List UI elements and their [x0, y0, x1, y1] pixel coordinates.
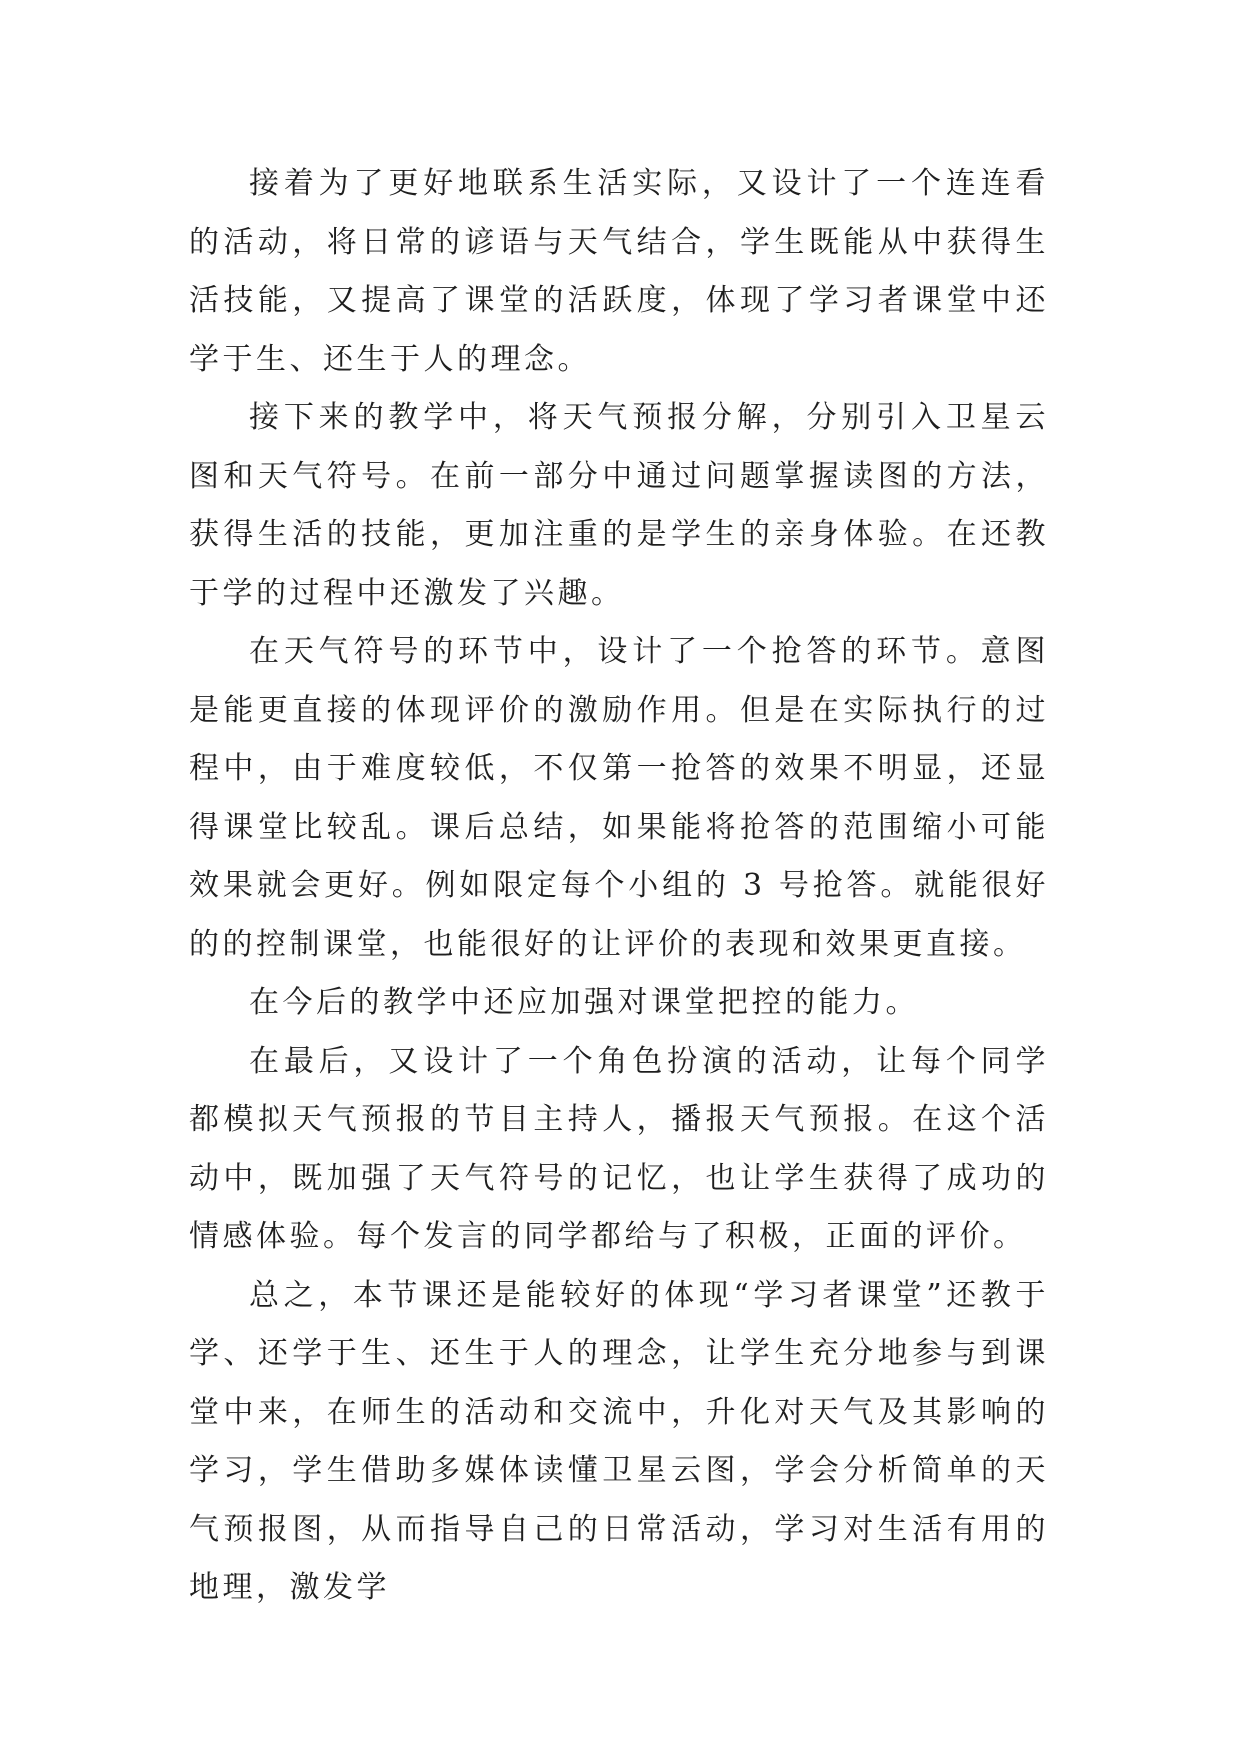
paragraph-weather-symbols: 在天气符号的环节中，设计了一个抢答的环节。意图是能更直接的体现评价的激励作用。但是在实际执行的过程中，由于难度较低，不仅第一抢答的效果不明显，还显得课堂比较乱。课后总结，如果能将抢答的范围缩小可能效果就会更好。例如限定每个小组的 3 号抢答。就能很好的的控制课堂，也能很好的让评价的表现和效果更直接。: [189, 634, 1049, 962]
document-body: [189, 155, 1049, 1618]
paragraph-classroom-control: 在今后的教学中还应加强对课堂把控的能力。: [249, 985, 919, 1020]
paragraph-link-life: 接着为了更好地联系生活实际，又设计了一个连连看的活动，将日常的谚语与天气结合，学生既能从中获得生活技能，又提高了课堂的活跃度，体现了学习者课堂中还学于生、还生于人的理念。: [189, 166, 1049, 377]
paragraph-role-play: 在最后，又设计了一个角色扮演的活动，让每个同学都模拟天气预报的节目主持人，播报天气预报。在这个活动中，既加强了天气符号的记忆，也让学生获得了成功的情感体验。每个发言的同学都给与了积极，正面的评价。: [189, 1043, 1049, 1254]
paragraph-weather-forecast: 接下来的教学中，将天气预报分解，分别引入卫星云图和天气符号。在前一部分中通过问题掌握读图的方法，获得生活的技能，更加注重的是学生的亲身体验。在还教于学的过程中还激发了兴趣。: [189, 400, 1049, 611]
paragraph-summary: 总之，本节课还是能较好的体现“学习者课堂”还教于学、还学于生、还生于人的理念，让学生充分地参与到课堂中来，在师生的活动和交流中，升化对天气及其影响的学习，学生借助多媒体读懂卫星云图，学会分析简单的天气预报图，从而指导自己的日常活动，学习对生活有用的地理，激发学: [189, 1277, 1049, 1605]
